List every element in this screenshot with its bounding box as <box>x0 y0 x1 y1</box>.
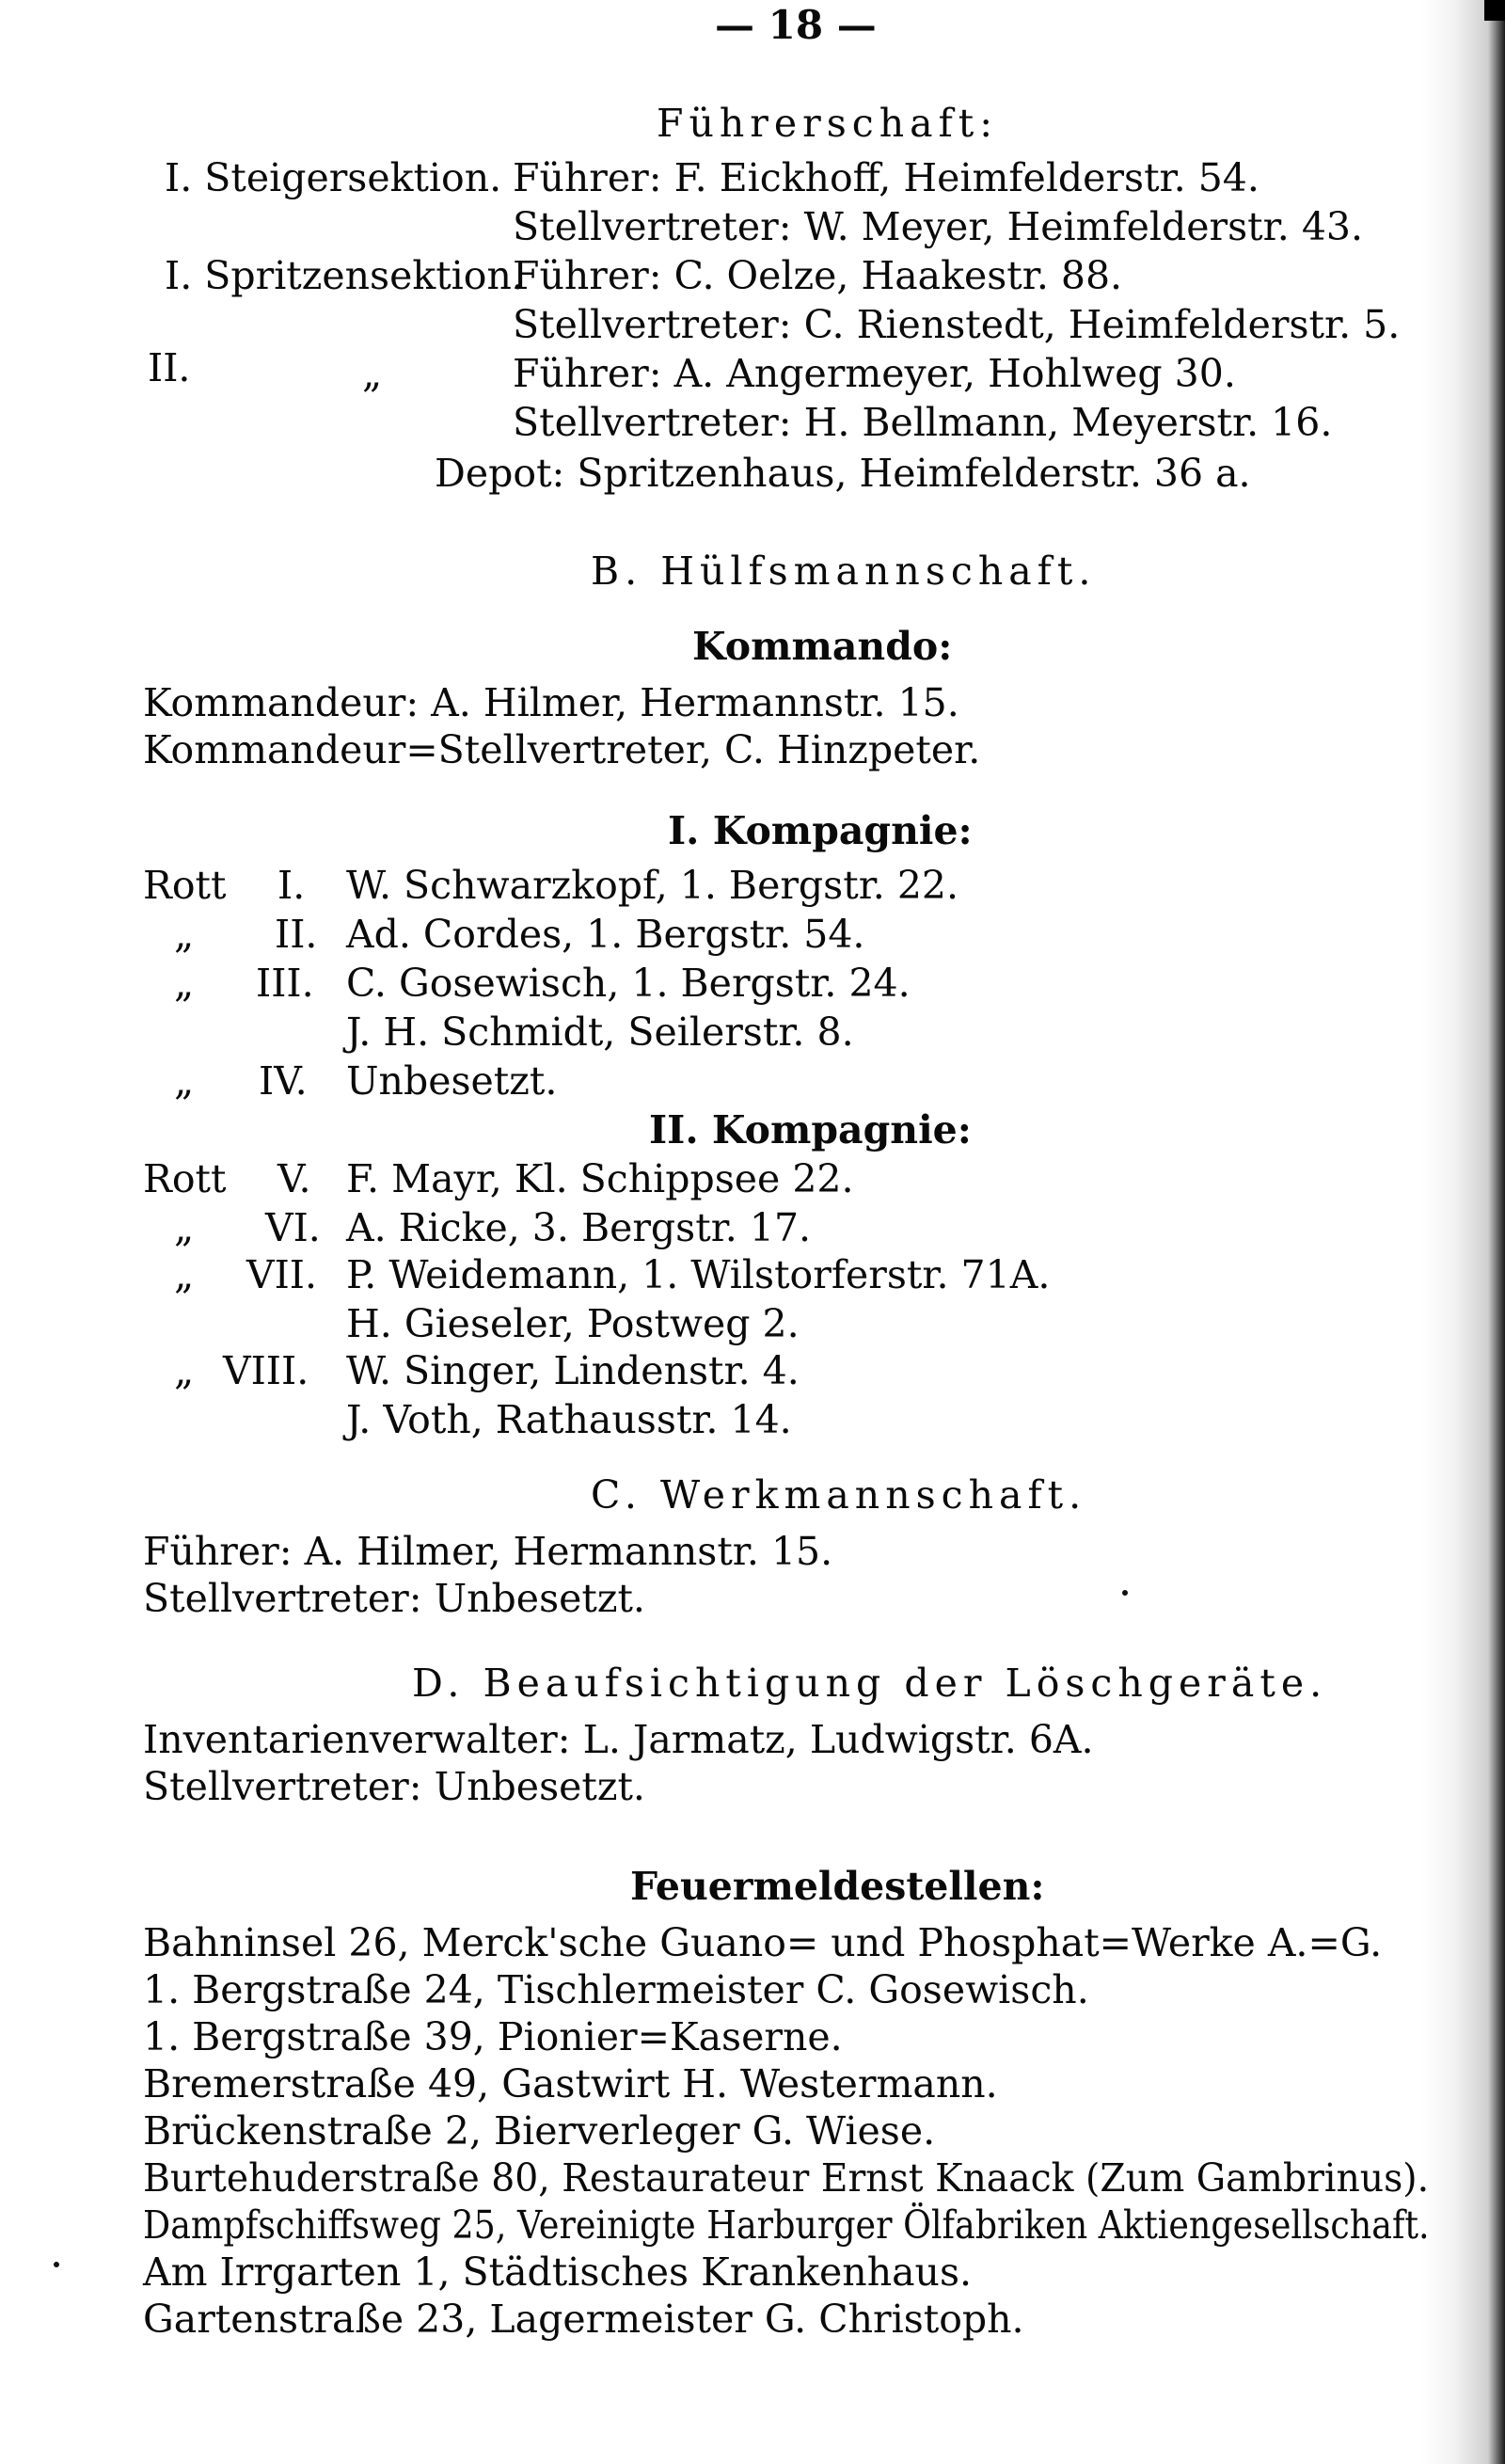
feuermeldestellen-heading: Feuermeldestellen: <box>630 1864 1045 1909</box>
section-d-heading: D. Beaufsichtigung der Löschgeräte. <box>412 1661 1328 1706</box>
deputy-entry: Stellvertreter: C. Rienstedt, Heimfelderstr. 5. <box>513 302 1401 347</box>
rott-entry: A. Ricke, 3. Bergstr. 17. <box>346 1205 812 1250</box>
alarm-station-line: Brückenstraße 2, Bierverleger G. Wiese. <box>143 2108 936 2154</box>
page-edge-shadow <box>1420 0 1505 2464</box>
rott-number: III. <box>256 961 314 1006</box>
rott-entry: W. Singer, Lindenstr. 4. <box>346 1348 800 1393</box>
alarm-station-line: Bahninsel 26, Merck'sche Guano= und Phosphat=Werke A.=G. <box>143 1920 1383 1965</box>
print-speck <box>54 2262 59 2267</box>
rott-number: VIII. <box>223 1348 309 1393</box>
kommando-line: Kommandeur=Stellvertreter, C. Hinzpeter. <box>143 727 981 772</box>
rott-entry: C. Gosewisch, 1. Bergstr. 24. <box>346 961 911 1006</box>
rott-entry: W. Schwarzkopf, 1. Bergstr. 22. <box>346 863 959 908</box>
alarm-station-line: Dampfschiffsweg 25, Vereinigte Harburger Ölfabriken Aktiengesellschaft. <box>143 2202 1430 2248</box>
kommando-heading: Kommando: <box>692 624 953 669</box>
alarm-station-line: 1. Bergstraße 39, Pionier=Kaserne. <box>143 2014 843 2059</box>
ditto-mark: „ <box>174 1205 195 1250</box>
leader-entry: Führer: C. Oelze, Haakestr. 88. <box>513 253 1123 298</box>
unit-label: II. <box>148 345 191 390</box>
print-speck <box>1122 1590 1128 1596</box>
scan-corner <box>1484 0 1505 21</box>
rott-number: I. <box>277 863 306 908</box>
alarm-station-line: Am Irrgarten 1, Städtisches Krankenhaus. <box>143 2249 973 2295</box>
inventory-line: Stellvertreter: Unbesetzt. <box>143 1764 645 1809</box>
rott-entry: H. Gieseler, Postweg 2. <box>346 1301 800 1346</box>
alarm-station-line: Burtehuderstraße 80, Restaurateur Ernst Knaack (Zum Gambrinus). <box>143 2155 1430 2201</box>
page-number: — 18 — <box>715 2 877 48</box>
ditto-mark: „ <box>174 1058 195 1104</box>
rott-entry: P. Weidemann, 1. Wilstorferstr. 71A. <box>346 1252 1051 1297</box>
depot-line: Depot: Spritzenhaus, Heimfelderstr. 36 a. <box>435 451 1251 496</box>
ditto-mark: „ <box>362 351 383 396</box>
deputy-entry: Stellvertreter: W. Meyer, Heimfelderstr. 43. <box>513 204 1364 249</box>
werk-line: Führer: A. Hilmer, Hermannstr. 15. <box>143 1529 833 1574</box>
rott-entry: Ad. Cordes, 1. Bergstr. 54. <box>346 912 865 957</box>
ditto-mark: „ <box>174 1252 195 1297</box>
leader-entry: Führer: F. Eickhoff, Heimfelderstr. 54. <box>513 155 1259 200</box>
unit-label: I. Steigersektion. <box>165 155 502 200</box>
kompagnie-2-heading: II. Kompagnie: <box>649 1107 972 1153</box>
section-c-heading: C. Werkmannschaft. <box>591 1472 1087 1518</box>
rott-number: VI. <box>265 1205 321 1250</box>
ditto-mark: „ <box>174 961 195 1006</box>
rott-prefix: Rott <box>143 1156 227 1201</box>
rott-number: II. <box>275 912 318 957</box>
rott-entry: Unbesetzt. <box>346 1058 558 1104</box>
leader-entry: Führer: A. Angermeyer, Hohlweg 30. <box>513 351 1236 396</box>
ditto-mark: „ <box>174 912 195 957</box>
rott-entry: J. Voth, Rathausstr. 14. <box>346 1397 792 1442</box>
alarm-station-line: Gartenstraße 23, Lagermeister G. Christoph. <box>143 2297 1024 2342</box>
inventory-line: Inventarienverwalter: L. Jarmatz, Ludwigstr. 6A. <box>143 1717 1094 1762</box>
rott-number: VII. <box>246 1252 318 1297</box>
rott-number: V. <box>277 1156 311 1201</box>
ditto-mark: „ <box>174 1348 195 1393</box>
alarm-station-line: 1. Bergstraße 24, Tischlermeister C. Gosewisch. <box>143 1967 1089 2012</box>
unit-label: I. Spritzensektion. <box>165 253 524 298</box>
rott-entry: J. H. Schmidt, Seilerstr. 8. <box>346 1009 854 1055</box>
fuehrerschaft-heading: Führerschaft: <box>657 101 999 146</box>
deputy-entry: Stellvertreter: H. Bellmann, Meyerstr. 16. <box>513 400 1333 445</box>
rott-number: IV. <box>259 1058 308 1104</box>
rott-prefix: Rott <box>143 863 227 908</box>
section-b-heading: B. Hülfsmannschaft. <box>591 548 1097 594</box>
werk-line: Stellvertreter: Unbesetzt. <box>143 1576 645 1621</box>
kompagnie-1-heading: I. Kompagnie: <box>668 808 973 853</box>
kommando-line: Kommandeur: A. Hilmer, Hermannstr. 15. <box>143 680 959 725</box>
alarm-station-line: Bremerstraße 49, Gastwirt H. Westermann. <box>143 2061 998 2106</box>
rott-entry: F. Mayr, Kl. Schippsee 22. <box>346 1156 854 1201</box>
